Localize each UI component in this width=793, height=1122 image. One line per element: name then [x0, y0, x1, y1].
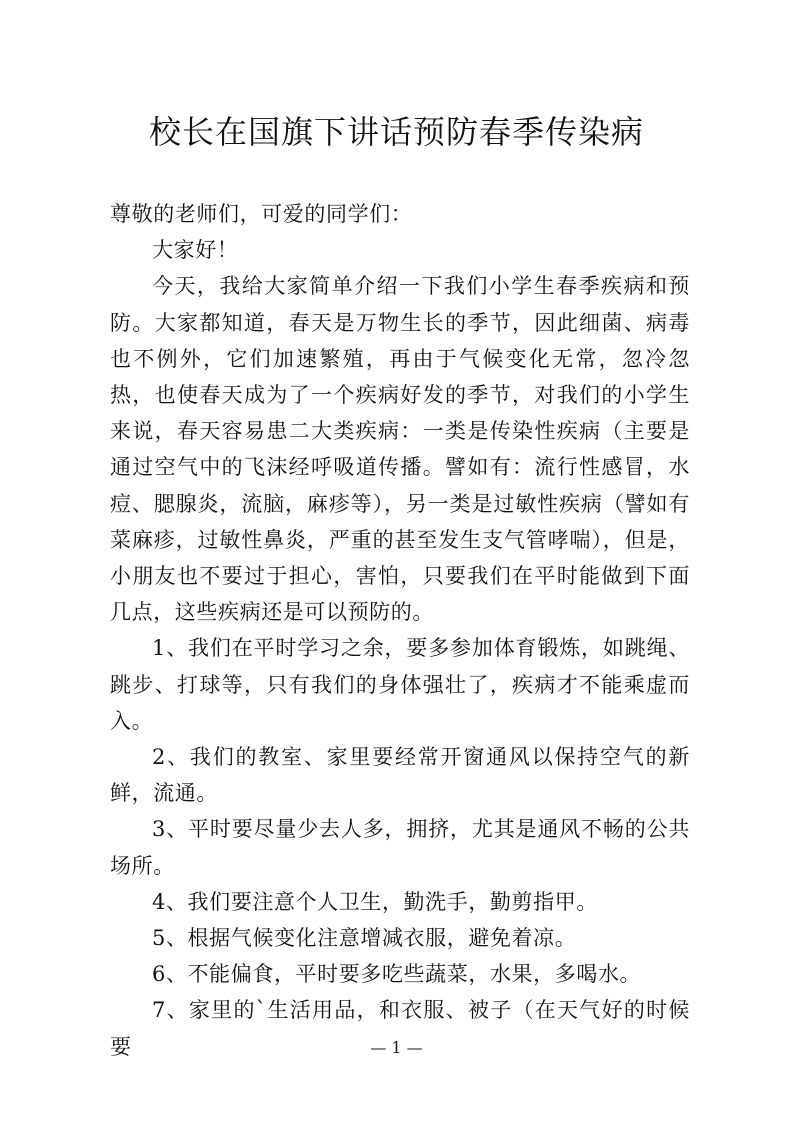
list-item-1: 1、我们在平时学习之余，要多参加体育锻炼，如跳绳、跳步、打球等，只有我们的身体强壮了，疾病才不能乘虚而入。 — [110, 636, 690, 733]
list-item-5: 5、根据气候变化注意增减衣服，避免着凉。 — [152, 926, 577, 951]
page-title: 校长在国旗下讲话预防春季传染病 — [148, 113, 644, 151]
list-item-6: 6、不能偏食，平时要多吃些蔬菜，水果，多喝水。 — [152, 962, 642, 987]
list-item-4: 4、我们要注意个人卫生，勤洗手，勤剪指甲。 — [152, 889, 598, 914]
list-item-2: 2、我们的教室、家里要经常开窗通风以保持空气的新鲜，流通。 — [110, 745, 690, 806]
document-body — [110, 196, 690, 1065]
salutation: 尊敬的老师们，可爱的同学们： — [110, 202, 413, 226]
intro-paragraph: 今天，我给大家简单介绍一下我们小学生春季疾病和预防。大家都知道，春天是万物生长的季节，因此细菌、病毒也不例外，它们加速繁殖，再由于气候变化无常，忽冷忽热，也使春天成为了一个疾病好发的季节，对我们的小学生来说，春天容易患二大类疾病：一类是传染性疾病（主要是通过空气中的飞沫经呼吸道传播。譬如有：流行性感冒，水痘、腮腺炎，流脑，麻疹等），另一类是过敏性疾病（譬如有菜麻疹，过敏性鼻炎，严重的甚至发生支气管哮喘），但是，小朋友也不要过于担心，害怕，只要我们在平时能做到下面几点，这些疾病还是可以预防的。 — [110, 274, 690, 625]
list-item-7: 7、家里的`生活用品，和衣服、被子（在天气好的时候要 — [110, 998, 690, 1059]
page-number: — 1 — — [370, 1038, 423, 1057]
greeting: 大家好！ — [152, 238, 239, 263]
list-item-3: 3、平时要尽量少去人多，拥挤，尤其是通风不畅的公共场所。 — [110, 817, 690, 878]
